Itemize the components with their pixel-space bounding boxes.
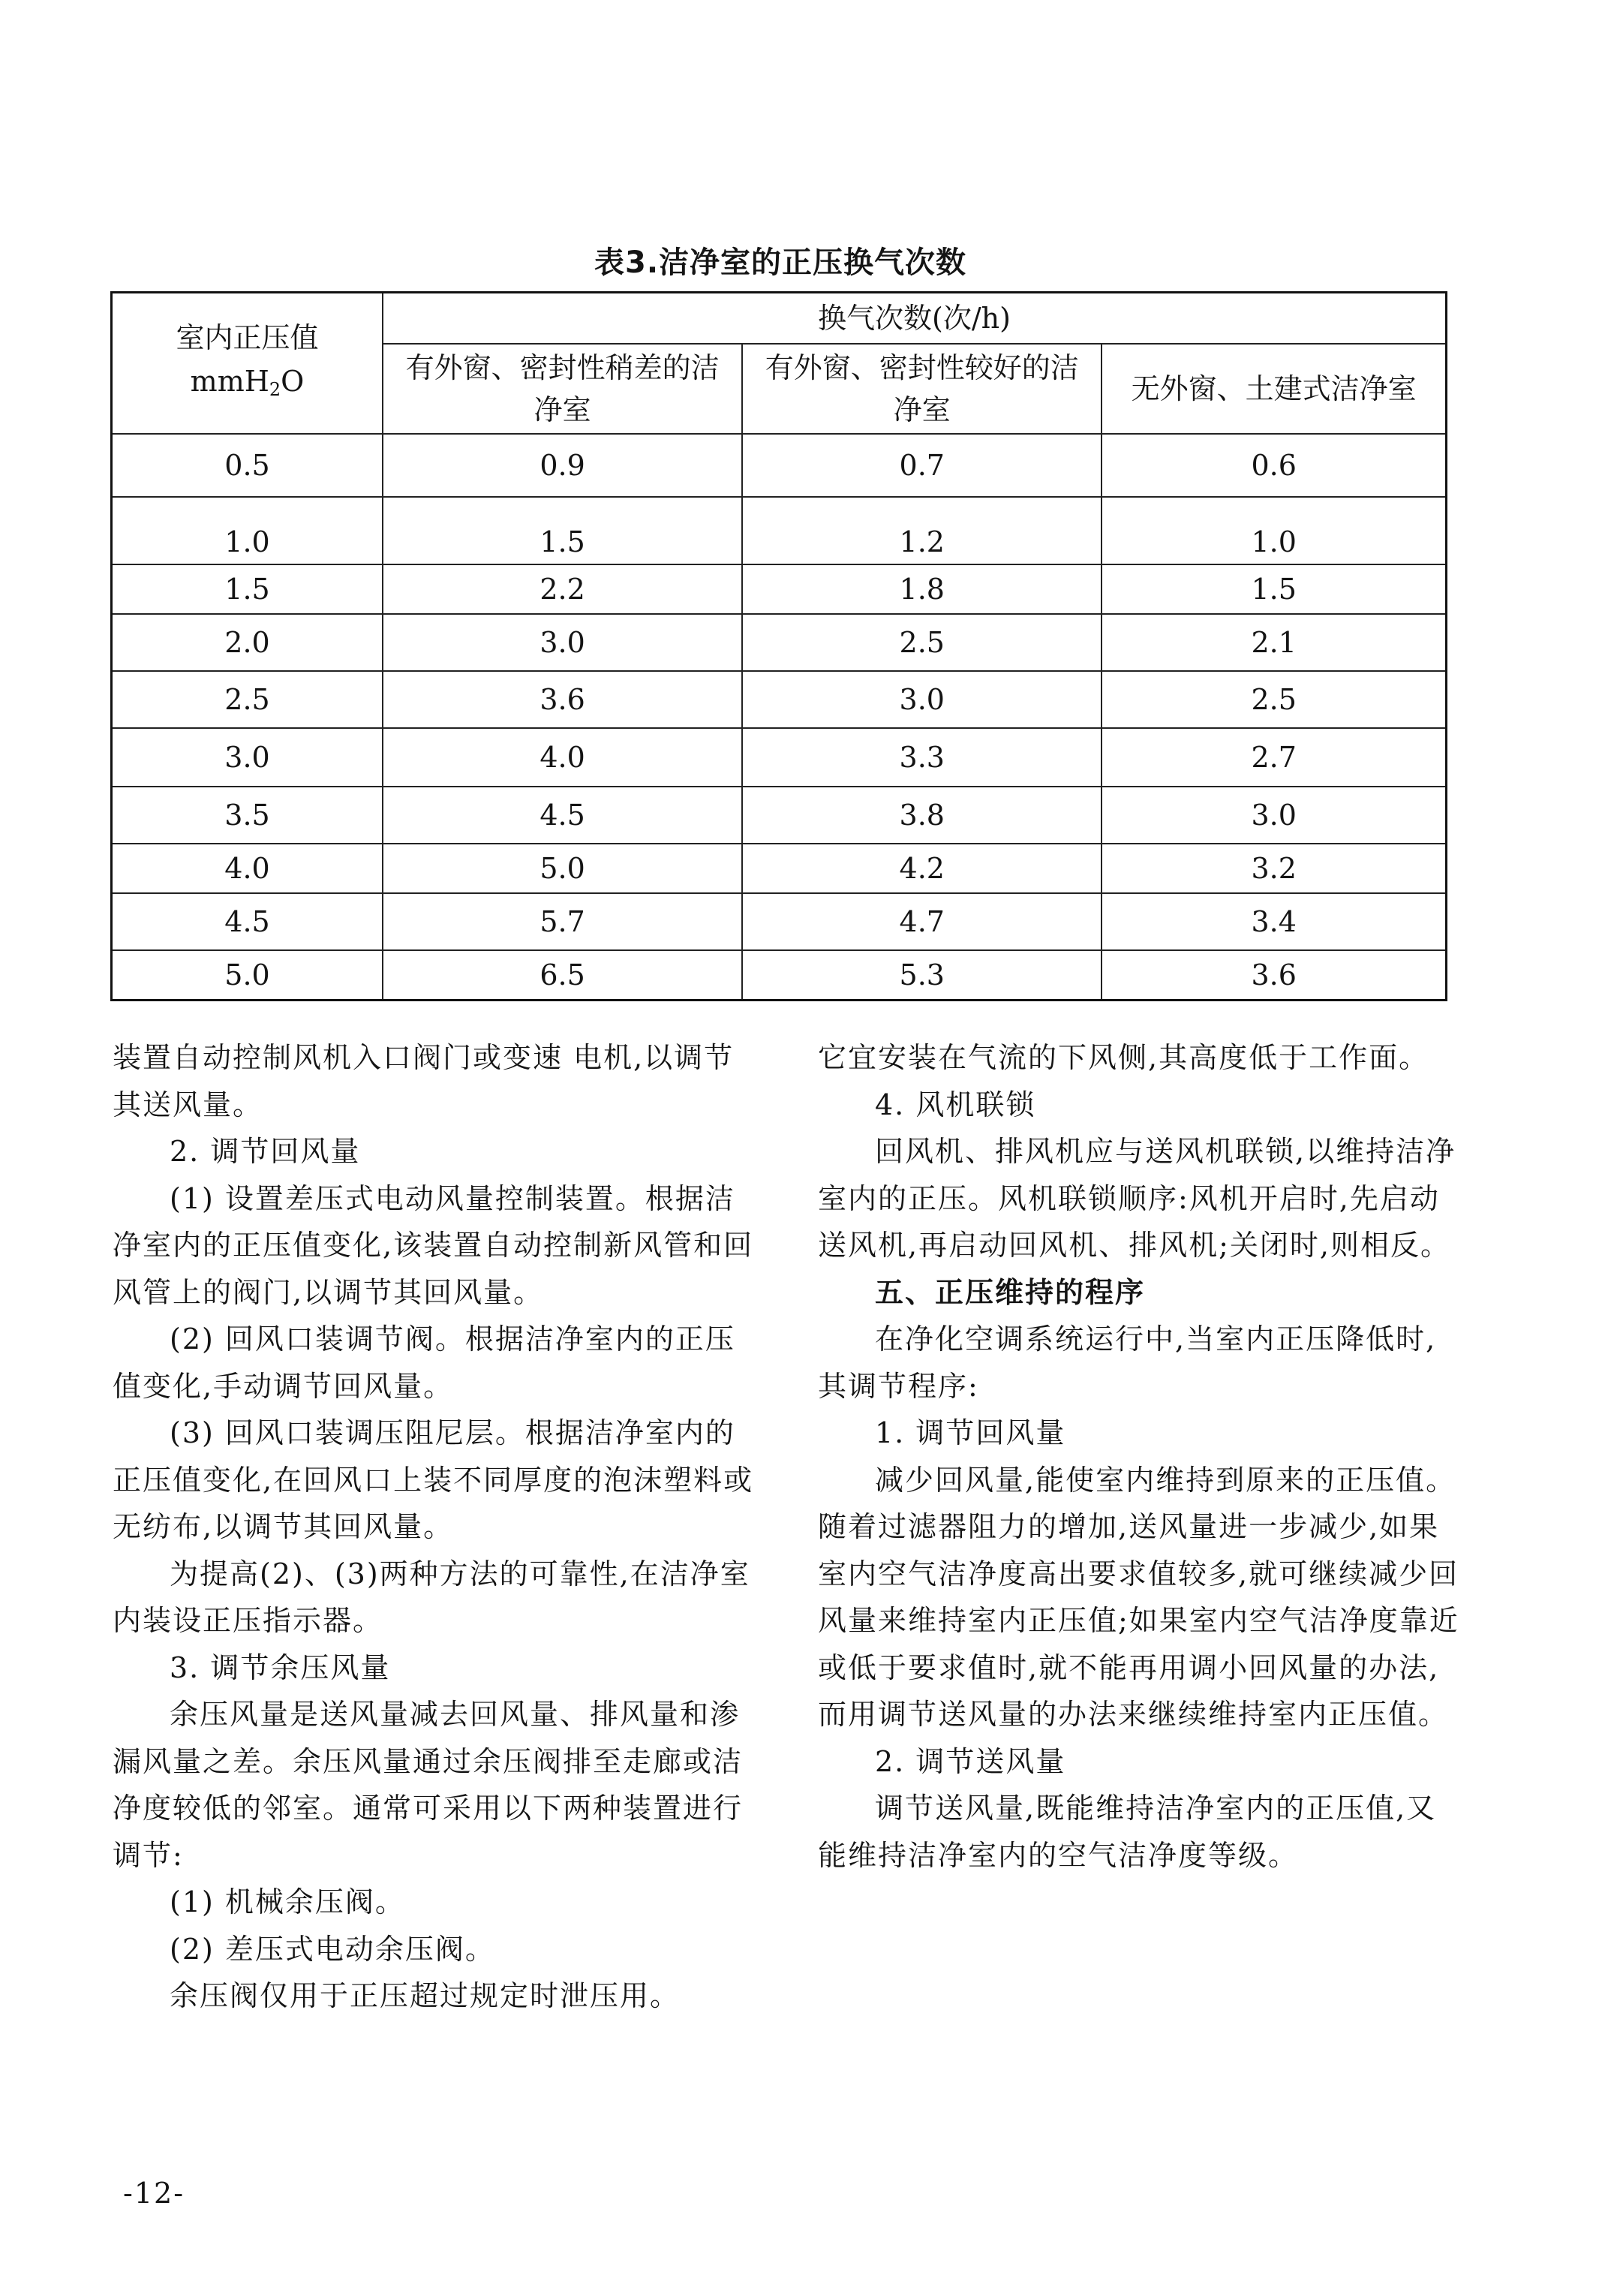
header-pressure-unit: mmH$_2$O — [190, 364, 305, 400]
paragraph: (2) 回风口装调节阀。根据洁净室内的正压值变化,手动调节回风量。 — [113, 1323, 735, 1403]
table-row — [112, 614, 1447, 671]
section-heading: 1. 调节回风量 — [875, 1416, 1066, 1449]
section-heading: 3. 调节余压风量 — [170, 1651, 391, 1684]
table-cell: 1.2 — [742, 497, 1102, 564]
table-cell: 2.1 — [1102, 614, 1446, 671]
table-cell: 4.7 — [742, 893, 1102, 950]
table-cell: 3.0 — [383, 614, 742, 671]
table-cell: 1.5 — [112, 564, 383, 614]
list-item: (1) 机械余压阀。 — [170, 1885, 405, 1918]
table-cell: 6.5 — [383, 950, 742, 1001]
table-row — [112, 671, 1447, 728]
table-cell: 1.0 — [112, 497, 383, 564]
header-pressure-label: 室内正压值 — [176, 320, 319, 354]
table-cell: 2.5 — [742, 614, 1102, 671]
page-number: -12- — [123, 2177, 185, 2210]
table-cell: 2.5 — [112, 671, 383, 728]
table-cell: 0.6 — [1102, 434, 1446, 497]
paragraph: 余压阀仅用于正压超过规定时泄压用。 — [170, 1979, 681, 2012]
table-cell: 5.3 — [742, 950, 1102, 1001]
section-heading: 2. 调节回风量 — [170, 1135, 361, 1168]
section-heading: 2. 调节送风量 — [875, 1744, 1066, 1778]
table-title: 表3.洁净室的正压换气次数 — [594, 245, 967, 280]
table-cell: 3.8 — [742, 787, 1102, 844]
table-row — [112, 844, 1447, 893]
table-cell: 2.5 — [1102, 671, 1446, 728]
section-title: 五、正压维持的程序 — [875, 1275, 1146, 1309]
table-row — [112, 893, 1447, 950]
table-cell: 3.0 — [1102, 787, 1446, 844]
header-pressure — [112, 293, 383, 435]
right-column — [818, 1034, 1459, 1879]
table-cell: 0.9 — [383, 434, 742, 497]
table-cell: 4.0 — [112, 844, 383, 893]
table-cell: 1.8 — [742, 564, 1102, 614]
header-sub-2: 有外窗、密封性较好的洁净室 — [742, 344, 1102, 434]
table-cell: 3.3 — [742, 728, 1102, 787]
table-cell: 2.0 — [112, 614, 383, 671]
table-cell: 3.4 — [1102, 893, 1446, 950]
paragraph: (3) 回风口装调压阻尼层。根据洁净室内的正压值变化,在回风口上装不同厚度的泡沫塑料或无纺布,以调节其回风量。 — [113, 1416, 754, 1543]
table-cell: 5.0 — [383, 844, 742, 893]
table-cell: 2.7 — [1102, 728, 1446, 787]
section-heading: 4. 风机联锁 — [875, 1088, 1036, 1121]
paragraph: 为提高(2)、(3)两种方法的可靠性,在洁净室内装设正压指示器。 — [113, 1557, 750, 1637]
table-cell: 4.2 — [742, 844, 1102, 893]
paragraph: 余压风量是送风量减去回风量、排风量和渗漏风量之差。余压风量通过余压阀排至走廊或洁净度较低的邻室。通常可采用以下两种装置进行调节: — [113, 1698, 744, 1872]
header-sub-1: 有外窗、密封性稍差的洁净室 — [383, 344, 742, 434]
paragraph: 在净化空调系统运行中,当室内正压降低时,其调节程序: — [818, 1323, 1437, 1403]
paragraph: 它宜安装在气流的下风侧,其高度低于工作面。 — [818, 1041, 1429, 1074]
table-cell: 1.5 — [383, 497, 742, 564]
table-row — [112, 728, 1447, 787]
paragraph: (1) 设置差压式电动风量控制装置。根据洁净室内的正压值变化,该装置自动控制新风管和回风管上的阀门,以调节其回风量。 — [113, 1181, 754, 1309]
table-cell: 2.2 — [383, 564, 742, 614]
table-cell: 0.5 — [112, 434, 383, 497]
table-cell: 4.5 — [112, 893, 383, 950]
table-cell: 3.0 — [742, 671, 1102, 728]
table-row — [112, 434, 1447, 497]
table-cell: 5.7 — [383, 893, 742, 950]
table-cell: 1.0 — [1102, 497, 1446, 564]
table-cell: 3.6 — [1102, 950, 1446, 1001]
table-cell: 3.6 — [383, 671, 742, 728]
table-cell: 4.0 — [383, 728, 742, 787]
table-cell: 1.5 — [1102, 564, 1446, 614]
table-cell: 4.5 — [383, 787, 742, 844]
table-row — [112, 497, 1447, 564]
paragraph: 调节送风量,既能维持洁净室内的正压值,又能维持洁净室内的空气洁净度等级。 — [818, 1792, 1437, 1872]
table-cell: 3.5 — [112, 787, 383, 844]
paragraph: 装置自动控制风机入口阀门或变速 电机,以调节其送风量。 — [113, 1041, 735, 1121]
header-sub-3: 无外窗、土建式洁净室 — [1102, 344, 1446, 434]
table-cell: 3.2 — [1102, 844, 1446, 893]
table-row — [112, 950, 1447, 1001]
table-row — [112, 564, 1447, 614]
paragraph: 回风机、排风机应与送风机联锁,以维持洁净室内的正压。风机联锁顺序:风机开启时,先启动送风机,再启动回风机、排风机;关闭时,则相反。 — [818, 1135, 1456, 1262]
header-air-changes: 换气次数(次/h) — [383, 293, 1446, 345]
table-cell: 5.0 — [112, 950, 383, 1001]
list-item: (2) 差压式电动余压阀。 — [170, 1932, 495, 1966]
table-cell: 3.0 — [112, 728, 383, 787]
table-cell: 0.7 — [742, 434, 1102, 497]
air-change-table — [110, 291, 1447, 1001]
table-row — [112, 787, 1447, 844]
left-column — [113, 1034, 754, 2020]
paragraph: 减少回风量,能使室内维持到原来的正压值。随着过滤器阻力的增加,送风量进一步减少,如果室内空气洁净度高出要求值较多,就可继续减少回风量来维持室内正压值;如果室内空气洁净度靠近或低于要求值时,就不能再用调小回风量的办法,而用调节送风量的办法来继续维持室内正压值。 — [818, 1463, 1459, 1731]
